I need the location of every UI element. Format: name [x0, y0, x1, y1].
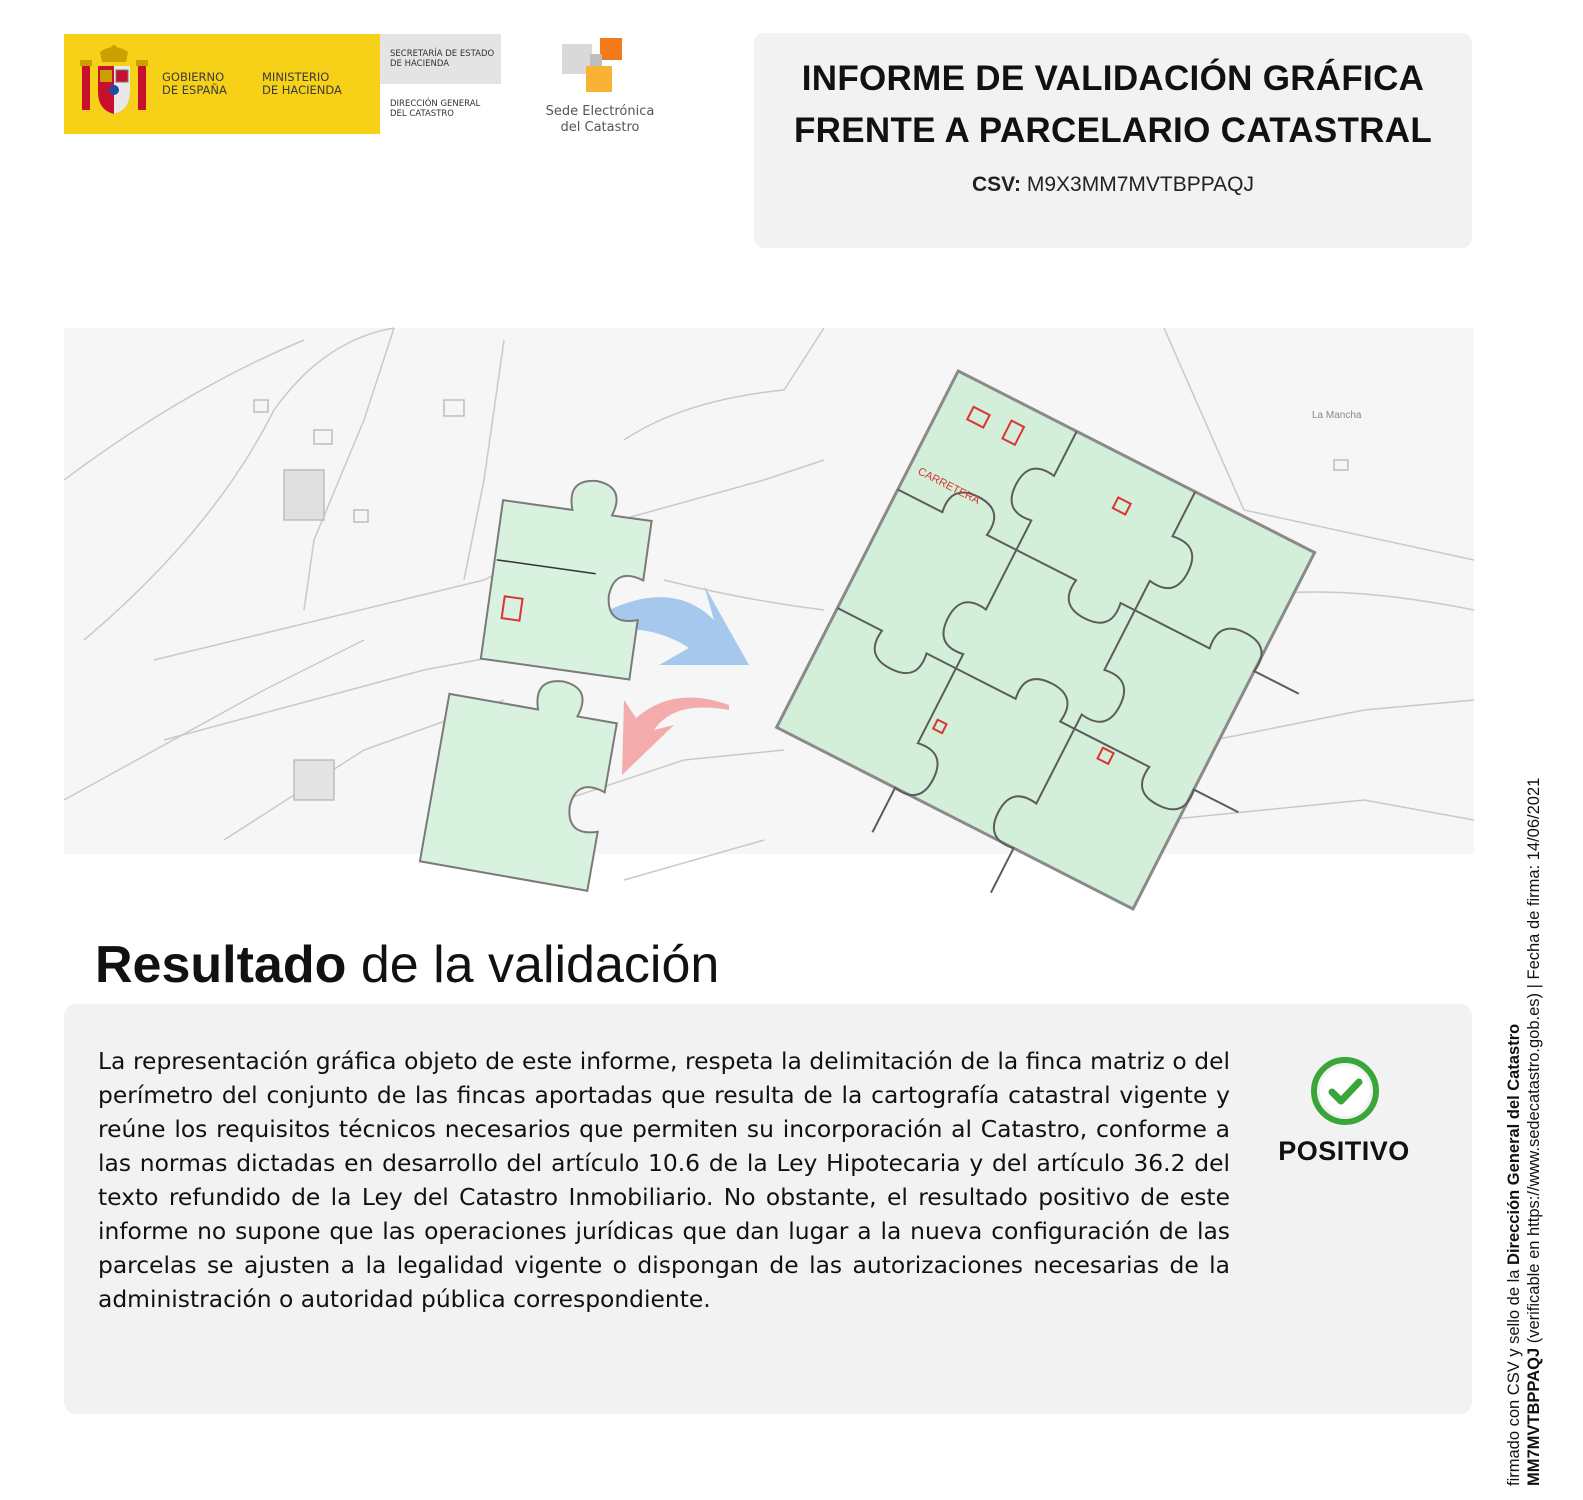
signature-line-2 — [1524, 676, 1544, 1486]
csv-line — [754, 173, 1472, 197]
title-card — [754, 33, 1472, 248]
csv-label: CSV: — [971, 173, 1021, 196]
sede-label: Sede Electrónica del Catastro — [545, 104, 655, 135]
ministerio-label: MINISTERIO DE HACIENDA — [262, 70, 342, 97]
direccion-label: DIRECCIÓN GENERAL DEL CATASTRO — [390, 99, 481, 119]
signature-line-1 — [1504, 676, 1524, 1486]
result-heading-rest: de la validación — [346, 936, 720, 994]
gobierno-label: GOBIERNO DE ESPAÑA — [162, 70, 227, 97]
result-description: La representación gráfica objeto de este informe, respeta la delimitación de la finca matriz o del perímetro del conjunto de las fincas aportadas que resulta de la cartografía catastral vigente y reúne los requisitos técnicos necesarios que permiten su incorporación al Catastro, conforme a las normas dictadas en desarrollo del artículo 10.6 de la Ley Hipotecaria y del artículo 36.2 del texto refundido de la Ley del Catastro Inmobiliario. No obstante, el resultado positivo de este informe no supone que las operaciones jurídicas que dan lugar a la nueva configuración de las parcelas se ajusten a la legalidad vigente o dispongan de las autorizaciones necesarias de la administración o autoridad pública correspondiente. — [98, 1047, 1230, 1313]
signature-authority: Dirección General del Catastro — [1505, 1023, 1523, 1265]
carretera-label: CARRETERA — [915, 465, 982, 508]
signature-line-1-text: firmado con CSV y sello de la — [1505, 1264, 1523, 1486]
check-circle-icon — [1310, 1056, 1380, 1126]
result-card — [64, 1004, 1472, 1414]
csv-value: M9X3MM7MVTBPPAQJ — [1026, 173, 1254, 196]
gobierno-espana-logo — [64, 34, 380, 134]
signature-vertical-text — [1504, 676, 1544, 1486]
puzzle-cadastre-illustration — [64, 280, 1474, 920]
place-label: La Mancha — [1312, 410, 1362, 421]
status-badge: POSITIVO — [1278, 1136, 1410, 1166]
secretaria-label: SECRETARÍA DE ESTADO DE HACIENDA — [390, 49, 495, 69]
signature-verification-text: (verificable en https://www.sedecatastro.gob.es) | Fecha de firma: 14/06/2021 — [1525, 777, 1543, 1348]
result-heading-bold: Resultado — [95, 936, 347, 994]
coat-of-arms-icon — [78, 44, 150, 124]
report-title: INFORME DE VALIDACIÓN GRÁFICA FRENTE A PARCELARIO CATASTRAL — [793, 59, 1433, 150]
result-heading — [95, 933, 719, 997]
sede-electronica-logo-icon — [560, 36, 630, 100]
signature-csv-fragment: MM7MVTBPPAQJ — [1525, 1347, 1543, 1486]
